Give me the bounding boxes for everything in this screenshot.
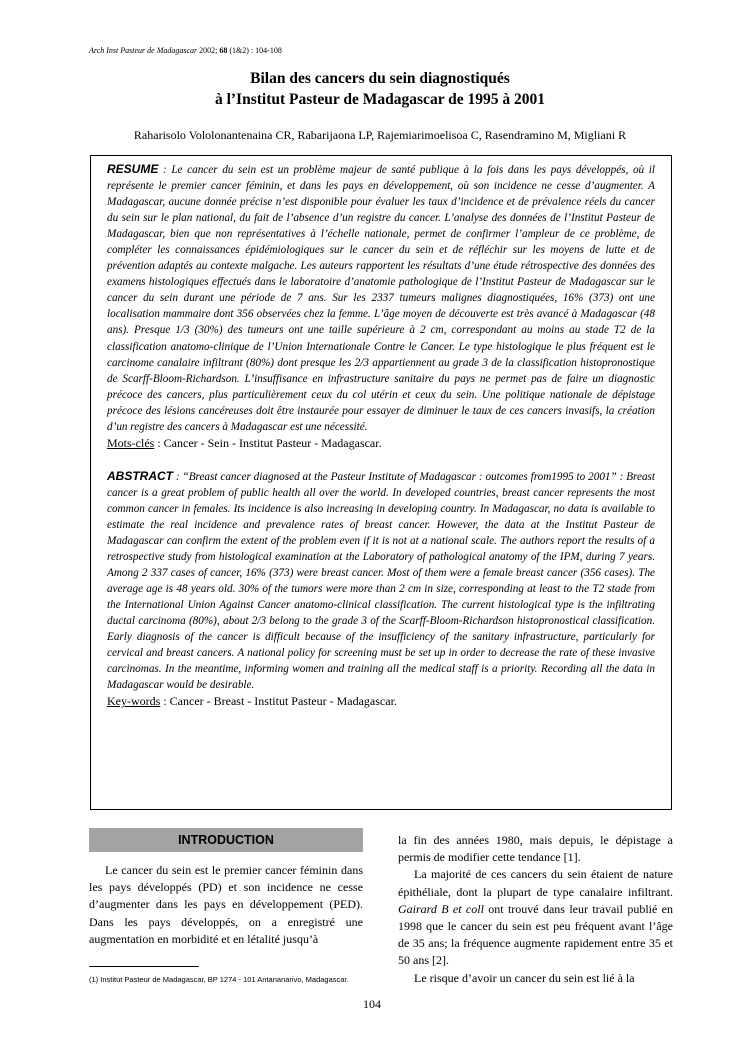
intro-paragraph-2 [398, 866, 673, 969]
affiliation-footnote: (1) Institut Pasteur de Madagascar, BP 1274 - 101 Antananarivo, Madagascar. [89, 975, 349, 984]
abstract-text: : “Breast cancer diagnosed at the Pasteur Institute of Madagascar : outcomes from1995 to 2001” : Breast cancer is a great problem of public health all over the world. In developed countries, breast cancer represents the most common cancer in females. Its incidence is also increasing in developing country. In Madagascar, no data is available to estimate the real incidence and prevalence rates of breast cancer. However, the data at the Institut Pasteur de Madagascar can confirm the extent of the problem even if it is not at a national scale. The authors report the results of a retrospective study from histological examination at the Laboratory of pathological anatomy of the IPM, during 7 years. Among 2 337 cases of cancer, 16% (373) were breast cancer. Most of them were a female breast cancer (356 cases). The average age is 48 years old. 30% of the tumors were more than 2 cm in size, corresponding at least to the T2 stade from the International Union Against Cancer anatomo-clinical classification. The current histological type is the infiltrating ductal carcinoma (80%), about 2/3 belong to the grade 3 of the Scarff-Bloom-Richardson histopronostical classification. Early diagnosis of the cancer is difficult because of the insufficiency of the sanitary infrastructure, particularly for cervical and breast cancers. A national policy for screening must be set up in order to decrease the rate of these invasive carcinomas. In the meantime, informing women and training all the medical staff is a priority. Recording all the data in Madagascar would be desirable. [107, 470, 655, 692]
resume-text: : Le cancer du sein est un problème majeur de santé publique à la fois dans les pays développés, où il représente le premier cancer féminin, et dans les pays en développement, où son incidence ne cesse d’augmenter. A Madagascar, aucune donnée précise n’est disponible pour évaluer les taux d’incidence et de prévalence réels du cancer du sein sur le plan national, du fait de l’absence d’un registre du cancer. L’analyse des données de l’Institut Pasteur de Madagascar, bien que non représentatives à l’échelle nationale, permet de confirmer l’ampleur de ce problème, de compléter les connaissances épidémiologiques sur le cancer du sein et de réfléchir sur les moyens de lutte et de prévention adaptés au contexte malgache. Les auteurs rapportent les résultats d’une étude rétrospective des données des examens histologiques effectués dans le laboratoire d’anatomie pathologique de l’Institut Pasteur de Madagascar sur le cancer du sein durant une période de 7 ans. Sur les 2337 tumeurs malignes diagnostiquées, 16% (373) ont une localisation mammaire dont 356 observées chez la femme. L’âge moyen de découverte est très avancé à Madagascar (48 ans). Presque 1/3 (30%) des tumeurs ont une taille supérieure à 2 cm, correspondant au moins au stade T2 de la classification anatomo-clinique de l’Union Internationale Contre le Cancer. Le type histologique le plus fréquent est le carcinome canalaire infiltrant (80%) dont presque les 2/3 appartiennent au grade 3 de la classification histopronostique de Scarff-Bloom-Richardson. L’insuffisance en infrastructure sanitaire du pays ne permet pas de faire un diagnostic précoce des cancers, plus particulièrement ceux du col utérin et ceux du sein. Une politique nationale de dépistage précoce des lésions cancéreuses doit être instaurée pour essayer de diminuer le taux de ces cancers invasifs, la création d’un registre des cancers à Madagascar est une nécessité. [107, 164, 655, 433]
title-line-1: Bilan des cancers du sein diagnostiqués [250, 70, 510, 87]
resume-label: RESUME [107, 162, 159, 176]
left-column [89, 862, 363, 948]
abstract-box [90, 155, 672, 810]
abstract-keywords [107, 693, 655, 710]
title-line-2: à l’Institut Pasteur de Madagascar de 1995 à 2001 [214, 91, 546, 108]
page-number: 104 [363, 997, 381, 1011]
abstract-keywords-label: Key-words [107, 694, 161, 709]
article-title [90, 68, 670, 110]
abstract-keywords-text: : Cancer - Breast - Institut Pasteur - Madagascar. [160, 694, 397, 709]
footnote-divider [89, 966, 199, 967]
resume-paragraph [107, 161, 655, 435]
intro-p2-start: La majorité de ces cancers du sein étaient de nature épithéliale, dont la plupart de type canalaire infiltrant. [398, 867, 673, 899]
intro-paragraph-continued: la fin des années 1980, mais depuis, le dépistage a permis de modifier cette tendance [1]. [398, 833, 673, 865]
intro-paragraph-3: Le risque d’avoir un cancer du sein est lié à la [414, 970, 635, 985]
journal-citation [89, 46, 282, 55]
resume-keywords [107, 435, 655, 452]
intro-paragraph-1: Le cancer du sein est le premier cancer féminin dans les pays développés (PD) et son incidence ne cesse d’augmenter dans les pays en développement (PED). Dans les pays développés, on a enregistré une augmentation en morbidité et en létalité jusqu’à [89, 863, 363, 946]
author-list: Raharisolo Vololonantenaina CR, Rabarijaona LP, Rajemiarimoelisoa C, Rasendramino M, Migliani R [133, 128, 627, 142]
journal-issue: (1&2) : 104-108 [229, 46, 282, 55]
intro-p2-end: ont trouvé dans leur travail publié en 1998 que le cancer du sein est peu fréquent avant l’âge de 35 ans; la fréquence augmente rapidement entre 35 et 50 ans [2]. [398, 901, 673, 968]
introduction-heading: INTRODUCTION [89, 828, 363, 852]
resume-keywords-label: Mots-clés [107, 435, 155, 450]
intro-p2-citation: Gairard B et coll [398, 901, 484, 916]
journal-name: Arch Inst Pasteur de Madagascar [89, 46, 198, 55]
journal-volume: 68 [219, 46, 228, 55]
right-column [398, 832, 673, 987]
abstract-label: ABSTRACT [107, 468, 173, 483]
abstract-paragraph [107, 468, 655, 694]
journal-year: 2002; [199, 46, 218, 55]
resume-keywords-text: : Cancer - Sein - Institut Pasteur - Madagascar. [154, 435, 382, 450]
